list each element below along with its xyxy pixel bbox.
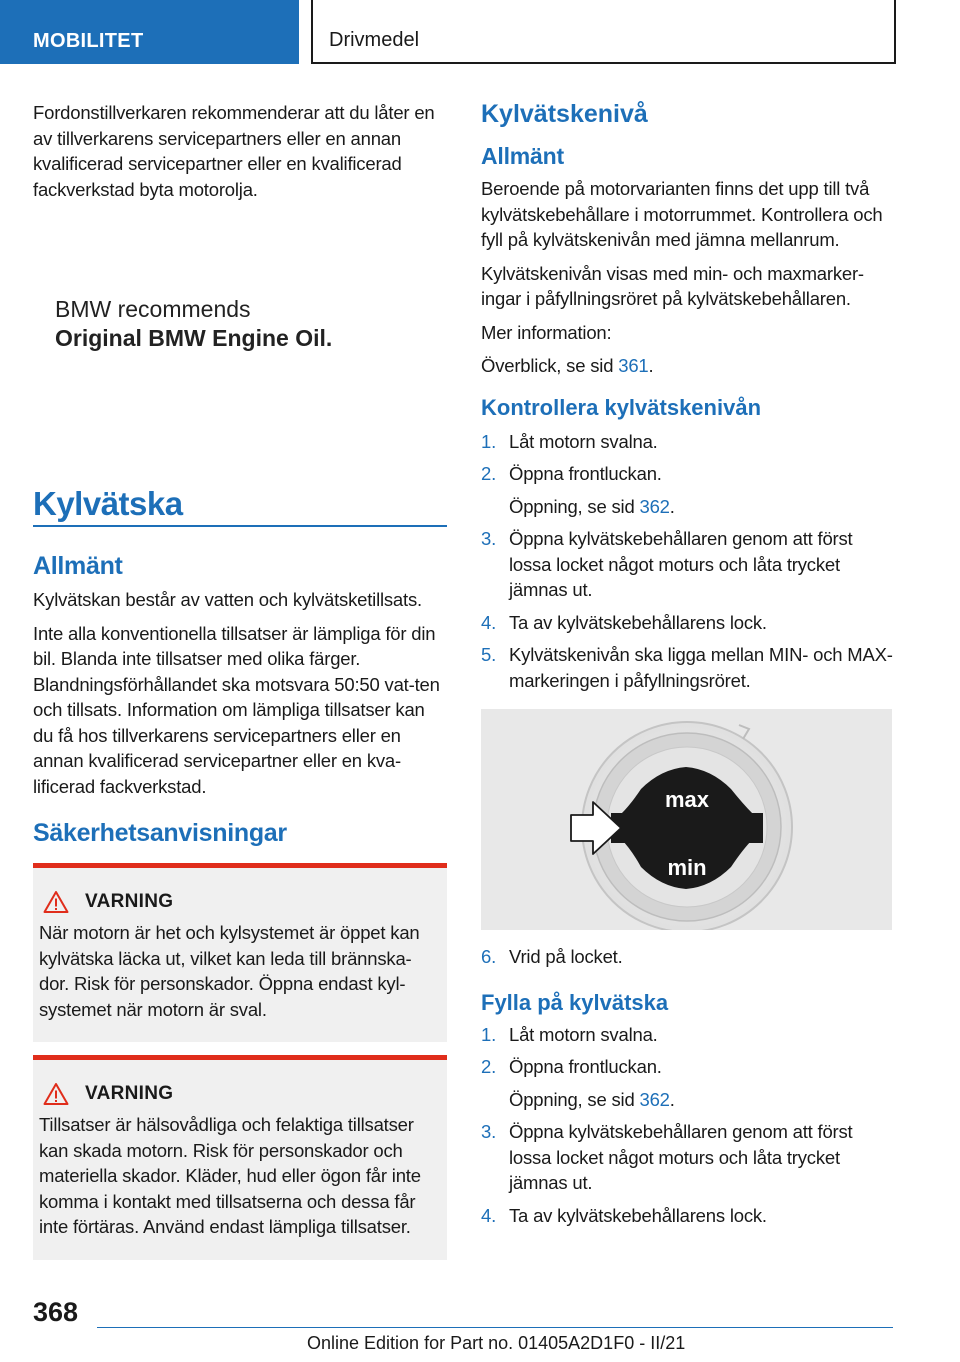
filler-neck-illustration [481,709,892,930]
max-label: max [664,787,710,812]
page-link-362[interactable]: 362 [639,1088,670,1110]
warning-box-1 [33,863,447,1042]
oil-line-2: Original BMW Engine Oil. [55,325,333,351]
warning-triangle-icon [43,1082,69,1106]
warning-title: VARNING [85,1083,174,1104]
level-paragraph-1: Beroende på motorvarianten finns det upp till två kylvätskebehållare i motorrummet. Kontrollera och fyll på kylvätskenivån med jämna mellanrum. [481,178,883,250]
list-item: 4. Ta av kylvätskebehållarens lock. [481,611,767,633]
right-flow [481,100,893,1235]
oil-line-1: BMW recommends [55,296,251,322]
chapter-heading: Kylvätska [33,485,183,522]
general-heading: Allmänt [33,552,123,580]
intro-paragraph: Fordonstillverkaren rekommenderar att du låter en av tillverkarens servicepartners eller en annan kvalificerad servicepartner eller en kvalificerad fackverkstad byta motorolja. [33,102,435,200]
page-link-362[interactable]: 362 [639,495,670,517]
more-info-label: Mer information: [481,321,612,343]
warning-title: VARNING [85,891,174,912]
min-label: min [667,855,707,880]
warning-text: Tillsatser är hälsovådliga och felaktiga tillsatser kan skada motorn. Risk för personskador och materiella skador. Kläder, hud eller ögon får inte komma i kontakt med tillsatserna och dessa får inte förtäras. Använd endast lämpliga tillsatser. [39,1114,421,1237]
list-item: 1. Låt motorn svalna. [481,430,658,452]
step-reference: Öppning, se sid 362. [509,1088,675,1110]
list-item: 3. Öppna kylvätskebehållaren genom att först lossa locket något moturs och låta trycket jämnas ut. [481,528,853,600]
list-item: 5. Kylvätskenivån ska ligga mellan MIN- och MAX-markeringen i påfyllningsröret. [481,644,893,691]
coolant-level-figure [481,709,892,930]
list-item: 3. Öppna kylvätskebehållaren genom att först lossa locket något moturs och låta trycket jämnas ut. [481,1121,853,1193]
warning-text: När motorn är het och kylsystemet är öppet kan kylvätska läcka ut, vilket kan leda till brännska-dor. Risk för personskador. Öppna endast kyl-systemet när motorn är sval. [39,922,420,1020]
section-title: MOBILITET [33,30,144,52]
list-item: 4. Ta av kylvätskebehållarens lock. [481,1204,767,1226]
level-general-heading: Allmänt [481,143,564,169]
final-step [481,944,893,970]
warning-box-2 [33,1055,447,1260]
check-heading: Kontrollera kylvätskenivån [481,394,762,420]
section-tab [0,0,299,64]
list-item: 2. Öppna frontluckan. Öppning, se sid 362. [481,1054,893,1112]
level-paragraph-2: Kylvätskenivån visas med min- och maxmarker-ingar i påfyllningsröret på kylvätskebehållaren. [481,262,864,309]
oil-recommendation [55,295,332,353]
chapter-tab [311,0,896,64]
step-reference: Öppning, se sid 362. [509,495,675,517]
general-paragraph-1: Kylvätskan består av vatten och kylvätsketillsats. [33,589,422,610]
left-flow [33,552,447,848]
level-heading: Kylvätskenivå [481,100,648,128]
general-paragraph-2: Inte alla konventionella tillsatser är lämpliga för din bil. Blanda inte tillsatser med olika färger. Blandningsförhållandet ska motsvara 50:50 vat-ten och tillsats. Information om lämpliga tillsatser kan du få hos tillverkarens servicepartners eller en annan kvalificerad servicepartner eller en kva-lificerad fackverkstad. [33,622,440,797]
safety-heading: Säkerhetsanvisningar [33,819,287,847]
page-number: 368 [33,1297,79,1327]
chapter-divider [33,525,447,527]
overview-reference: Överblick, se sid 361. [481,355,654,376]
chapter-title: Drivmedel [329,29,420,51]
left-column [33,100,447,1237]
warning-triangle-icon [43,890,69,914]
edition-note: Online Edition for Part no. 01405A2D1F0 - II/21 [307,1333,686,1353]
fill-steps [481,1022,893,1229]
fill-heading: Fylla på kylvätska [481,989,669,1015]
check-steps [481,429,893,694]
list-item: 2. Öppna frontluckan. Öppning, se sid 362. [481,461,893,519]
list-item: 1. Låt motorn svalna. [481,1023,658,1045]
footer-divider [97,1327,893,1328]
list-item: 6. Vrid på locket. [481,946,623,967]
page-link-361[interactable]: 361 [618,355,649,376]
